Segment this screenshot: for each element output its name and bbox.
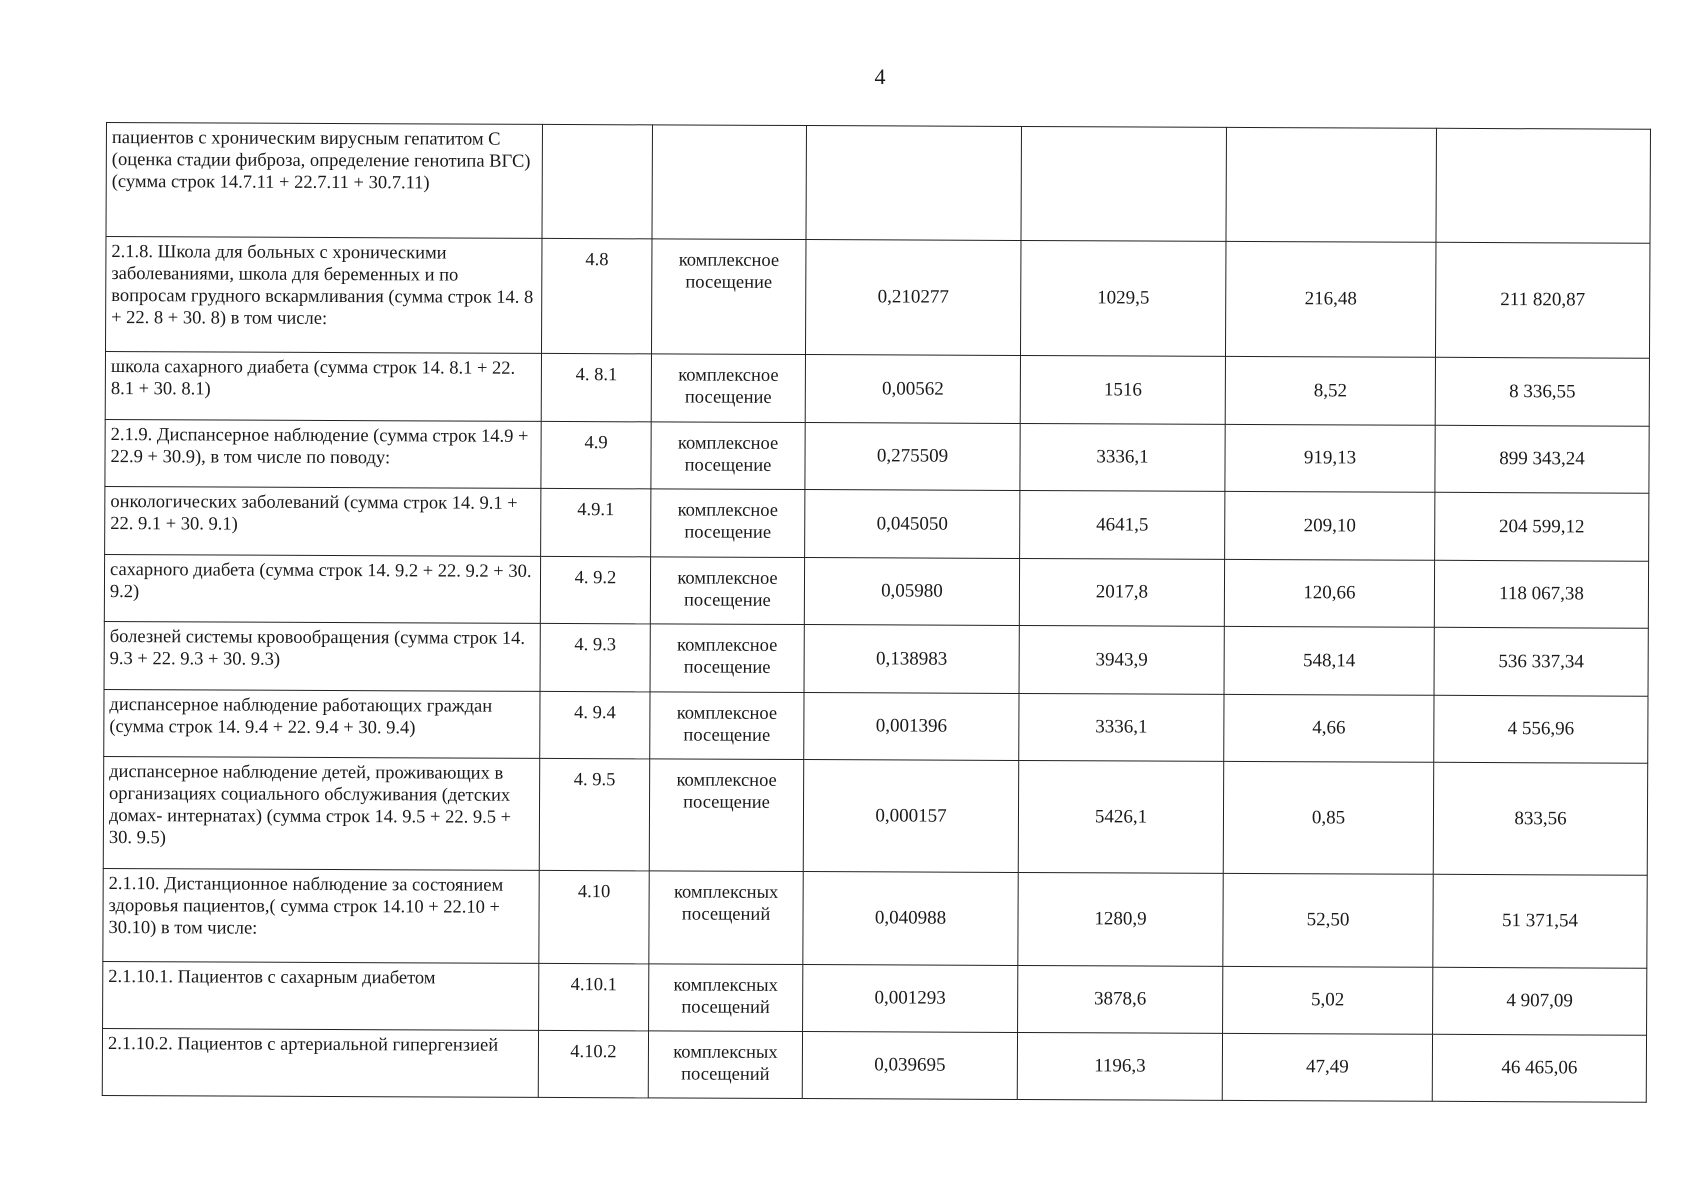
- row-total: 899 343,24: [1435, 425, 1649, 493]
- row-unit: комплексных посещений: [649, 964, 803, 1032]
- row-description: 2.1.8. Школа для больных с хроническими заболеваниями, школа для беременных и по вопросам грудного вскармливания (сумма строк 14. 8 + 22. 8 + 30. 8) в том числе:: [105, 237, 541, 354]
- row-cost: 1029,5: [1020, 240, 1225, 356]
- table-row: [105, 352, 1649, 427]
- row-unit: комплексное посещение: [650, 557, 804, 625]
- row-total: 536 337,34: [1434, 627, 1648, 696]
- row-description: школа сахарного диабета (сумма строк 14. 8.1 + 22. 8.1 + 30. 8.1): [105, 352, 541, 422]
- row-code: 4. 9.2: [540, 556, 650, 623]
- row-total: 4 907,09: [1433, 967, 1647, 1035]
- table-row: [106, 123, 1650, 244]
- row-total: 204 599,12: [1435, 492, 1649, 561]
- row-cost: 5426,1: [1018, 760, 1223, 873]
- row-code: 4. 9.3: [540, 623, 650, 691]
- row-per-capita: 0,85: [1223, 761, 1433, 874]
- row-code: 4.9.1: [541, 488, 651, 556]
- row-unit: комплексное посещение: [651, 422, 805, 490]
- row-code: 4.10: [539, 870, 649, 963]
- row-description: диспансерное наблюдение детей, проживающих в организациях социального обслуживания (детских домах- интернатах) (сумма строк 14. 9.5 + 22. 9.5 + 30. 9.5): [103, 756, 539, 870]
- row-per-capita: 4,66: [1224, 694, 1434, 762]
- table-row: [104, 621, 1648, 696]
- row-description: онкологических заболеваний (сумма строк 14. 9.1 + 22. 9.1 + 30. 9.1): [105, 486, 541, 556]
- page-number: 4: [874, 64, 886, 89]
- row-code: 4. 9.4: [540, 691, 650, 758]
- row-total: [1436, 128, 1650, 243]
- row-per-capita: 919,13: [1225, 424, 1435, 492]
- row-unit: комплексное посещение: [651, 239, 806, 355]
- row-code: 4.10.1: [539, 963, 649, 1030]
- table-row: [105, 486, 1649, 561]
- row-total: 51 371,54: [1433, 874, 1647, 968]
- row-cost: 2017,8: [1019, 558, 1224, 626]
- row-norm: 0,275509: [805, 423, 1020, 491]
- row-unit: комплексных посещений: [649, 871, 803, 965]
- row-code: 4. 9.5: [539, 758, 649, 870]
- row-code: 4.8: [541, 238, 652, 353]
- row-total: 833,56: [1433, 762, 1647, 875]
- row-unit: комплексное посещение: [651, 354, 805, 423]
- row-norm: 0,040988: [803, 872, 1018, 966]
- row-cost: 1196,3: [1017, 1032, 1222, 1100]
- row-cost: 3336,1: [1019, 693, 1224, 761]
- row-cost: [1021, 126, 1226, 241]
- row-description: пациентов с хроническим вирусным гепатитом С (оценка стадии фиброза, определение генотипа ВГС) (сумма строк 14.7.11 + 22.7.11 + 30.7.11): [106, 123, 542, 239]
- row-norm: 0,000157: [803, 760, 1018, 873]
- table-row: [102, 1028, 1646, 1102]
- row-per-capita: 52,50: [1223, 873, 1433, 967]
- row-norm: 0,138983: [804, 625, 1019, 694]
- row-total: 211 820,87: [1435, 242, 1649, 358]
- row-cost: 1280,9: [1018, 872, 1223, 966]
- row-description: 2.1.9. Диспансерное наблюдение (сумма строк 14.9 + 22.9 + 30.9), в том числе по поводу:: [105, 419, 541, 488]
- row-total: 46 465,06: [1432, 1034, 1646, 1102]
- row-cost: 4641,5: [1020, 490, 1225, 559]
- row-per-capita: 216,48: [1225, 241, 1435, 357]
- row-description: 2.1.10.1. Пациентов с сахарным диабетом: [103, 961, 539, 1030]
- data-table: [102, 122, 1651, 1103]
- row-norm: 0,05980: [804, 558, 1019, 626]
- row-cost: 3878,6: [1018, 965, 1223, 1033]
- row-code: [542, 124, 652, 238]
- row-total: 8 336,55: [1435, 357, 1649, 426]
- table-row: [104, 554, 1648, 628]
- row-code: 4. 8.1: [541, 353, 651, 421]
- row-cost: 3943,9: [1019, 625, 1224, 694]
- row-description: болезней системы кровообращения (сумма строк 14. 9.3 + 22. 9.3 + 30. 9.3): [104, 621, 540, 691]
- row-description: 2.1.10.2. Пациентов с артериальной гипергензией: [102, 1028, 538, 1097]
- row-code: 4.10.2: [538, 1030, 648, 1097]
- row-norm: [806, 126, 1021, 241]
- row-norm: 0,045050: [805, 490, 1020, 559]
- row-norm: 0,001396: [804, 693, 1019, 761]
- row-per-capita: 120,66: [1224, 559, 1434, 627]
- row-per-capita: 5,02: [1223, 966, 1433, 1034]
- row-per-capita: 548,14: [1224, 626, 1434, 695]
- row-norm: 0,210277: [805, 240, 1020, 356]
- table-row: [105, 237, 1649, 359]
- row-per-capita: 47,49: [1222, 1033, 1432, 1101]
- row-unit: комплексное посещение: [649, 759, 803, 872]
- row-description: диспансерное наблюдение работающих граждан (сумма строк 14. 9.4 + 22. 9.4 + 30. 9.4): [104, 689, 540, 758]
- row-cost: 3336,1: [1020, 423, 1225, 491]
- row-unit: [652, 125, 806, 240]
- row-code: 4.9: [541, 421, 651, 488]
- row-norm: 0,039695: [802, 1032, 1017, 1100]
- row-per-capita: 209,10: [1225, 491, 1435, 560]
- table-row: [104, 689, 1648, 763]
- table-row: [105, 419, 1649, 493]
- row-total: 118 067,38: [1434, 560, 1648, 628]
- row-unit: комплексное посещение: [650, 624, 804, 693]
- table-row: [103, 868, 1647, 968]
- row-total: 4 556,96: [1434, 695, 1648, 763]
- row-per-capita: [1226, 127, 1436, 242]
- row-norm: 0,00562: [805, 355, 1020, 424]
- row-norm: 0,001293: [803, 965, 1018, 1033]
- row-unit: комплексных посещений: [648, 1031, 802, 1099]
- row-per-capita: 8,52: [1225, 356, 1435, 425]
- row-cost: 1516: [1020, 355, 1225, 424]
- row-unit: комплексное посещение: [650, 692, 804, 760]
- row-unit: комплексное посещение: [651, 489, 805, 558]
- row-description: 2.1.10. Дистанционное наблюдение за состоянием здоровья пациентов,( сумма строк 14.10 + 22.10 + 30.10) в том числе:: [103, 868, 539, 963]
- table-row: [103, 756, 1647, 875]
- table-row: [103, 961, 1647, 1035]
- row-description: сахарного диабета (сумма строк 14. 9.2 + 22. 9.2 + 30. 9.2): [104, 554, 540, 623]
